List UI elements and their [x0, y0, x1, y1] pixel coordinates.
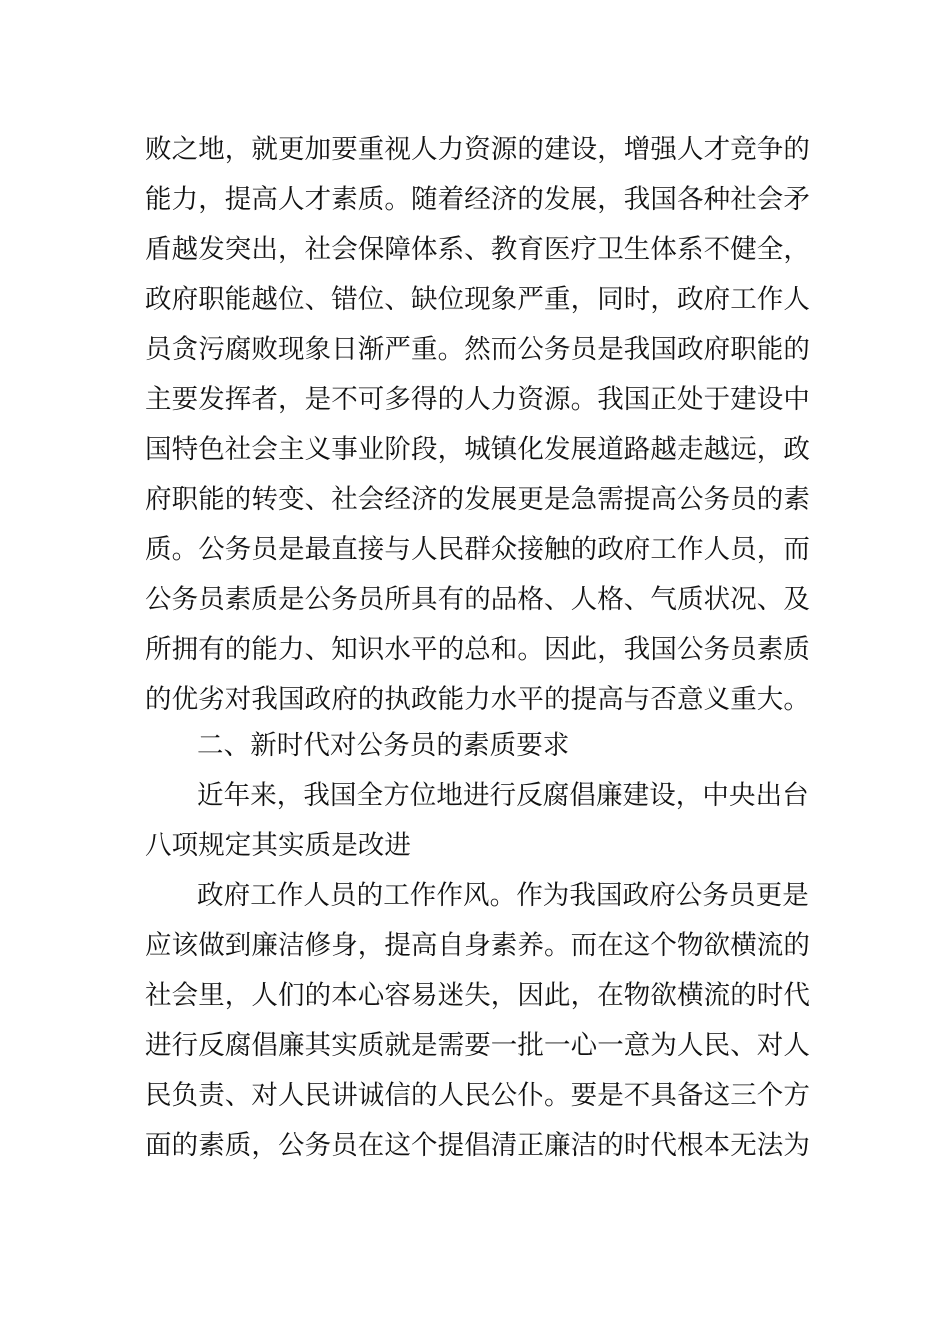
body-text-line: 公务员素质是公务员所具有的品格、人格、气质状况、及: [145, 584, 810, 615]
body-text-line: 质。公务员是最直接与人民群众接触的政府工作人员，而: [145, 534, 810, 565]
body-text-line: 面的素质，公务员在这个提倡清正廉洁的时代根本无法为: [145, 1130, 810, 1161]
body-text-line: 盾越发突出，社会保障体系、教育医疗卫生体系不健全，: [145, 234, 810, 265]
body-text-line: 能力，提高人才素质。随着经济的发展，我国各种社会矛: [145, 184, 810, 215]
section-heading: 二、新时代对公务员的素质要求: [197, 730, 570, 761]
body-text-line: 应该做到廉洁修身，提高自身素养。而在这个物欲横流的: [145, 930, 810, 961]
body-text-line: 员贪污腐败现象日渐严重。然而公务员是我国政府职能的: [145, 334, 810, 365]
body-text-line: 八项规定其实质是改进: [145, 830, 411, 861]
body-text-line: 败之地，就更加要重视人力资源的建设，增强人才竞争的: [145, 134, 810, 165]
body-text-line: 国特色社会主义事业阶段，城镇化发展道路越走越远，政: [145, 434, 810, 465]
body-text-line: 进行反腐倡廉其实质就是需要一批一心一意为人民、对人: [145, 1030, 810, 1061]
body-text-line: 社会里，人们的本心容易迷失，因此，在物欲横流的时代: [145, 980, 810, 1011]
body-text-line: 府职能的转变、社会经济的发展更是急需提高公务员的素: [145, 484, 810, 515]
body-text-line: 近年来，我国全方位地进行反腐倡廉建设，中央出台: [197, 780, 809, 811]
body-text-line: 所拥有的能力、知识水平的总和。因此，我国公务员素质: [145, 634, 810, 665]
body-text-line: 主要发挥者，是不可多得的人力资源。我国正处于建设中: [145, 384, 810, 415]
body-text-line: 民负责、对人民讲诚信的人民公仆。要是不具备这三个方: [145, 1080, 810, 1111]
body-text-line: 政府工作人员的工作作风。作为我国政府公务员更是: [197, 880, 809, 911]
body-text-line: 政府职能越位、错位、缺位现象严重，同时，政府工作人: [145, 284, 810, 315]
body-text-line: 的优劣对我国政府的执政能力水平的提高与否意义重大。: [145, 684, 810, 715]
